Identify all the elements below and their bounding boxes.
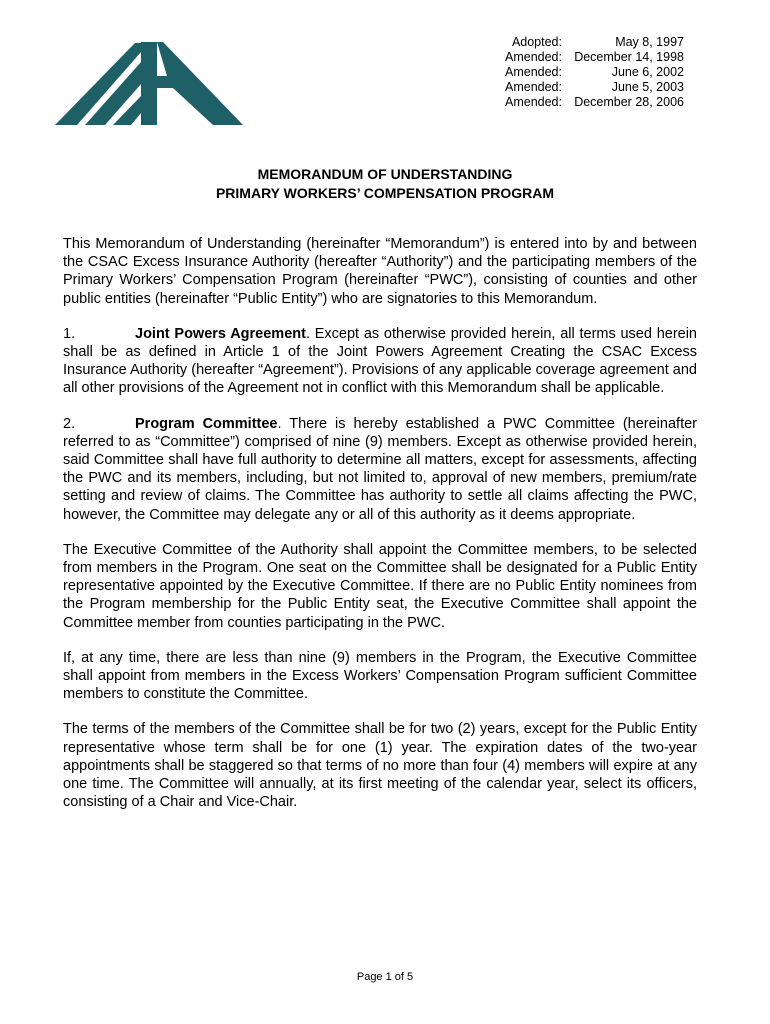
amendment-label: Adopted: [511,35,562,49]
section-2-heading: Program Committee [135,415,278,432]
logo-right-wing [157,42,243,125]
amendment-row [505,35,684,50]
document-body [63,235,697,828]
amendment-date: June 5, 2003 [611,80,684,94]
page-number: Page 1 of 5 [356,971,414,983]
section-2-number: 2. [63,415,76,432]
executive-committee-paragraph: The Executive Committee of the Authority shall appoint the Committee members, to be selected from members in the Program. One seat on the Committee shall be designated for a Public Entity representative appointed by the Executive Committee. If there are no Public Entity nominees from the Program membership for the Public Entity seat, the Executive Committee shall appoint the Committee member from counties participating in the PWC. [63,541,697,631]
amendment-label: Amended: [505,65,562,79]
section-1-text: . Except as otherwise provided herein, all terms used herein shall be as defined in Article 1 of the Joint Powers Agreement Creating the CSAC Excess Insurance Authority (hereafter “Agreement”). Provisions of any applicable coverage agreement and all other provisions of the Agreement not in conflict with this Memorandum shall be applicable. [63,325,697,397]
title-line-1: MEMORANDUM OF UNDERSTANDING [257,166,513,182]
fewer-members-paragraph: If, at any time, there are less than nine (9) members in the Program, the Executive Committee shall appoint from members in the Excess Workers’ Compensation Program sufficient Committee members to constitute the Committee. [63,649,697,703]
amendment-row [505,95,684,110]
section-1-number: 1. [63,325,76,342]
amendment-date: December 28, 2006 [574,95,684,109]
amendment-row [505,50,684,65]
csac-eia-logo-icon [55,40,245,128]
title-line-2: PRIMARY WORKERS’ COMPENSATION PROGRAM [215,185,555,201]
amendment-date: June 6, 2002 [611,65,684,79]
amendment-date: December 14, 1998 [574,50,684,64]
member-terms-paragraph: The terms of the members of the Committee shall be for two (2) years, except for the Public Entity representative whose term shall be for one (1) year. The expiration dates of the two-year appointments shall be staggered so that terms of no more than four (4) members will expire at any one time. The Committee will annually, at its first meeting of the calendar year, select its officers, consisting of a Chair and Vice-Chair. [63,721,697,811]
amendment-row [505,65,684,80]
amendment-label: Amended: [505,95,562,109]
document-title [0,165,770,203]
section-1-paragraph [63,325,697,398]
amendment-history [505,35,684,110]
amendment-label: Amended: [505,80,562,94]
section-1-heading: Joint Powers Agreement [135,325,306,342]
intro-paragraph: This Memorandum of Understanding (hereinafter “Memorandum”) is entered into by and between the CSAC Excess Insurance Authority (hereafter “Authority”) and the participating members of the Primary Workers’ Compensation Program (hereinafter “PWC”), consisting of counties and other public entities (hereinafter “Public Entity”) who are signatories to this Memorandum. [63,236,697,307]
section-2-paragraph [63,415,697,524]
amendment-row [505,80,684,95]
amendment-date: May 8, 1997 [615,35,684,49]
logo-center-column [141,42,157,125]
amendment-label: Amended: [505,50,562,64]
section-2-text: . There is hereby established a PWC Committee (hereinafter referred to as “Committee”) comprised of nine (9) members. Except as otherwise provided herein, said Committee shall have full authority to determine all matters, except for assessments, affecting the PWC and its members, including, but not limited to, approval of new members, premium/rate setting and review of claims. The Committee has authority to settle all claims affecting the PWC, however, the Committee may delegate any or all of this authority as it deems appropriate. [63,415,697,523]
